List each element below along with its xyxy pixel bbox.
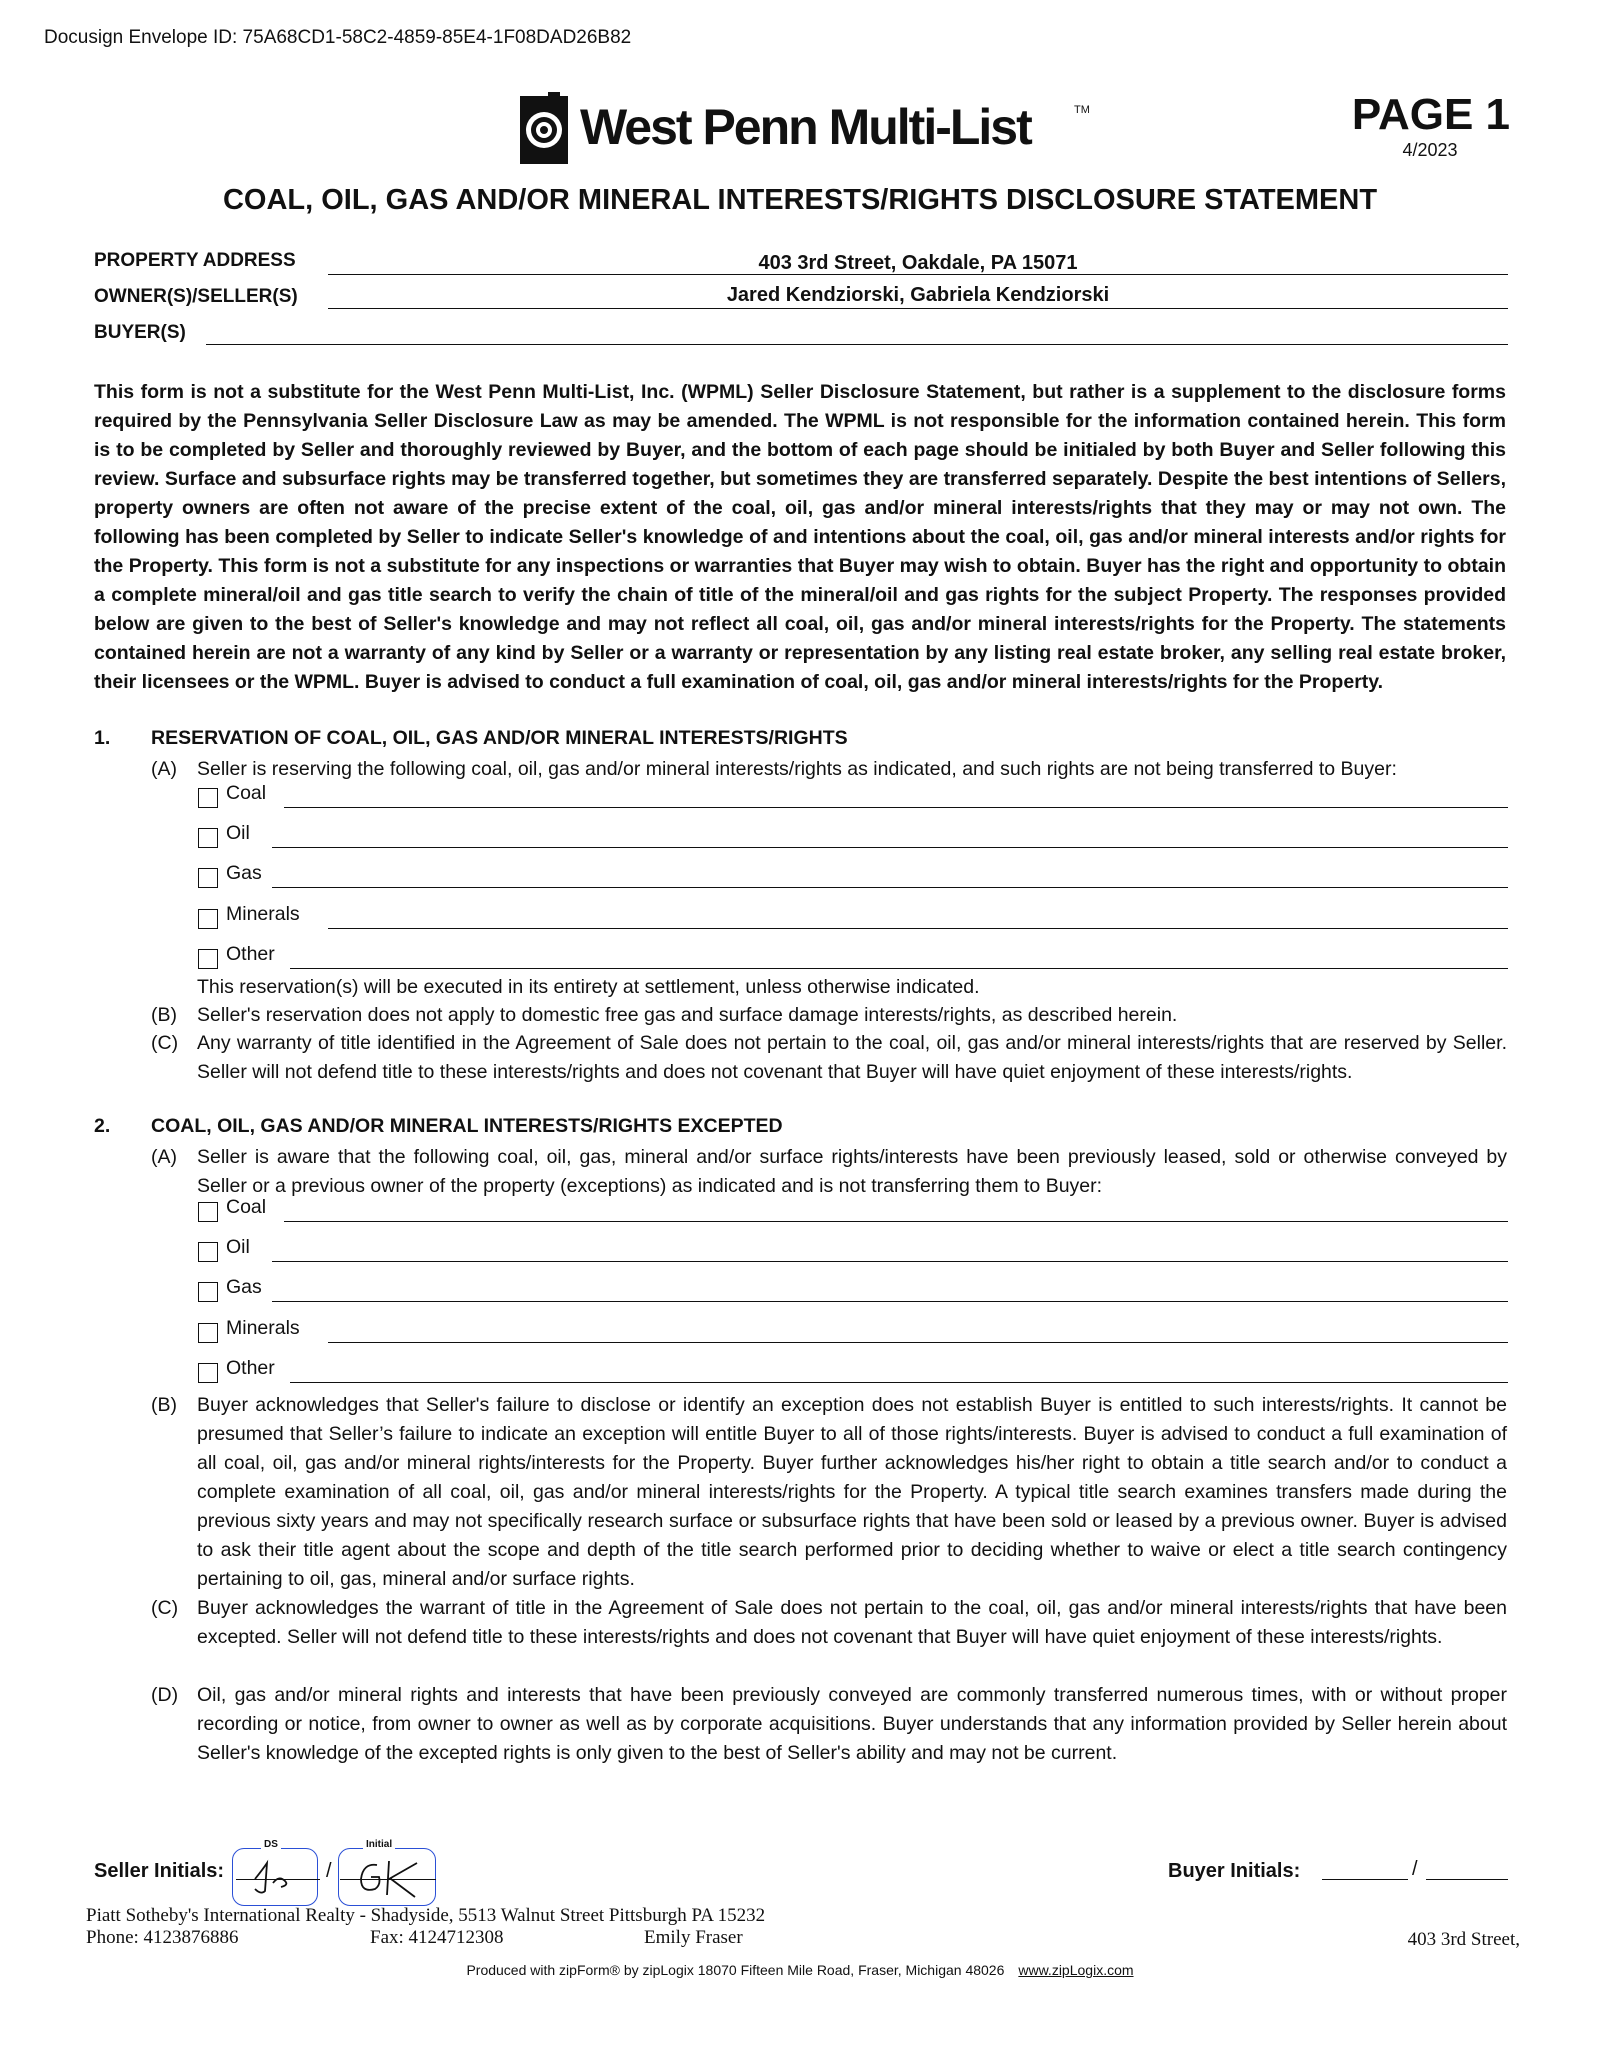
owner-seller-label: OWNER(S)/SELLER(S) <box>94 286 298 307</box>
excepted-oil-checkbox[interactable] <box>198 1242 218 1262</box>
excepted-coal-checkbox[interactable] <box>198 1202 218 1222</box>
page-number: PAGE 1 <box>1351 90 1510 139</box>
trademark: TM <box>1074 104 1090 116</box>
section-1-heading: RESERVATION OF COAL, OIL, GAS AND/OR MINERAL INTERESTS/RIGHTS <box>151 727 848 749</box>
excepted-other-line[interactable] <box>290 1381 1508 1383</box>
property-address-label: PROPERTY ADDRESS <box>94 250 296 271</box>
seller-initial-signature-1 <box>233 1849 317 1905</box>
buyer-initial-line-2[interactable] <box>1426 1879 1508 1880</box>
excepted-minerals-line[interactable] <box>328 1341 1508 1343</box>
excepted-other-label: Other <box>226 1357 275 1379</box>
seller-initials-label: Seller Initials: <box>94 1860 225 1882</box>
excepted-gas-label: Gas <box>226 1276 262 1298</box>
section-2a-text: Seller is aware that the following coal, oil, gas, mineral and/or surface rights/interests have been previously leased, sold or otherwise conveyed by Seller or a previous owner of the property (exceptions) as indicated and is not transferring them to Buyer: <box>197 1146 1507 1197</box>
seller-initial-line-2 <box>340 1879 436 1880</box>
document-title: COAL, OIL, GAS AND/OR MINERAL INTERESTS/RIGHTS DISCLOSURE STATEMENT <box>222 184 1378 216</box>
property-address-field[interactable] <box>328 250 1508 275</box>
section-2c-label: (C) <box>151 1597 179 1619</box>
section-1b-text: Seller's reservation does not apply to domestic free gas and surface damage interests/rights, as described herein. <box>197 1004 1178 1026</box>
section-2c-text: Buyer acknowledges the warrant of title in the Agreement of Sale does not pertain to the coal, oil, gas and/or mineral interests/rights that have been excepted. Seller will not defend title to these interests/rights and does not covenant that Buyer will have quiet enjoyment of these interests/rights. <box>197 1597 1507 1648</box>
ziplogix-link[interactable]: www.zipLogix.com <box>1018 1962 1134 1978</box>
section-2-number: 2. <box>94 1115 111 1137</box>
form-date: 4/2023 <box>1402 140 1458 160</box>
section-1a-label: (A) <box>151 758 177 780</box>
reserve-gas-line[interactable] <box>272 886 1508 888</box>
buyer-field[interactable] <box>206 320 1508 345</box>
excepted-minerals-label: Minerals <box>226 1317 300 1339</box>
reserve-other-checkbox[interactable] <box>198 949 218 969</box>
owner-seller-value: Jared Kendziorski, Gabriela Kendziorski <box>726 284 1110 306</box>
section-1a-text: Seller is reserving the following coal, oil, gas and/or mineral interests/rights as indicated, and such rights are not being transferred to Buyer: <box>197 758 1397 780</box>
section-1b-label: (B) <box>151 1004 177 1026</box>
docusign-initial-tag: Initial <box>363 1839 395 1850</box>
seller-initial-box-1[interactable] <box>232 1839 318 1906</box>
section-1c-label: (C) <box>151 1032 179 1054</box>
seller-initials-separator: / <box>326 1860 332 1882</box>
buyer-initials-separator: / <box>1412 1858 1418 1880</box>
reserve-other-label: Other <box>226 943 275 965</box>
excepted-other-checkbox[interactable] <box>198 1363 218 1383</box>
section-1c-text: Any warranty of title identified in the Agreement of Sale does not pertain to the coal, oil, gas and/or mineral interests/rights that are reserved by Seller. Seller will not defend title to these interests/rights and does not covenant that Buyer will have quiet enjoyment of these interests/rights. <box>197 1032 1507 1083</box>
reserve-gas-label: Gas <box>226 862 262 884</box>
brand-name: West Penn Multi-List <box>580 99 1031 155</box>
reserve-oil-line[interactable] <box>272 846 1508 848</box>
buyer-initial-line-1[interactable] <box>1322 1879 1408 1880</box>
footer-agent: Emily Fraser <box>644 1927 743 1948</box>
reservation-note: This reservation(s) will be executed in its entirety at settlement, unless otherwise indicated. <box>197 976 980 998</box>
buyer-initials-label: Buyer Initials: <box>1168 1860 1301 1882</box>
reserve-oil-checkbox[interactable] <box>198 828 218 848</box>
section-1-number: 1. <box>94 727 111 749</box>
section-2d-label: (D) <box>151 1684 179 1706</box>
target-logo-icon <box>514 90 574 166</box>
section-2b-text: Buyer acknowledges that Seller's failure to disclose or identify an exception does not establish Buyer is entitled to such interests/rights. It cannot be presumed that Seller’s failure to indicate an exception will entitle Buyer to all of those rights/interests. Buyer is advised to conduct a full examination of all coal, oil, gas and/or mineral rights/interests for the Property. Buyer further acknowledges his/her right to obtain a title search and/or to conduct a complete examination of all coal, oil, gas and/or mineral interests/rights for the Property. A typical title search examines transfers made during the previous sixty years and may not specifically research surface or subsurface rights that have been sold or leased by a previous owner. Buyer is advised to ask their title agent about the scope and depth of the title search performed prior to deciding whether to waive or elect a title search contingency pertaining to oil, gas, mineral and/or surface rights. <box>197 1394 1507 1590</box>
reserve-coal-checkbox[interactable] <box>198 788 218 808</box>
docusign-ds-tag: DS <box>261 1839 281 1850</box>
excepted-coal-label: Coal <box>226 1196 267 1218</box>
footer-address: 403 3rd Street, <box>1407 1929 1520 1950</box>
reserve-other-line[interactable] <box>290 967 1508 969</box>
seller-initial-signature-2 <box>339 1849 435 1905</box>
excepted-oil-label: Oil <box>226 1236 250 1258</box>
produced-text: Produced with zipForm® by zipLogix 18070 Fifteen Mile Road, Fraser, Michigan 48026 <box>466 1962 1005 1978</box>
reserve-minerals-line[interactable] <box>328 927 1508 929</box>
footer-company: Piatt Sotheby's International Realty - Shadyside, 5513 Walnut Street Pittsburgh PA 15232 <box>86 1905 766 1926</box>
reserve-oil-label: Oil <box>226 822 250 844</box>
footer-phone: Phone: 4123876886 <box>86 1927 239 1948</box>
reserve-coal-line[interactable] <box>284 806 1508 808</box>
buyer-label: BUYER(S) <box>94 322 186 343</box>
owner-seller-field[interactable] <box>328 284 1508 309</box>
section-2-heading: COAL, OIL, GAS AND/OR MINERAL INTERESTS/RIGHTS EXCEPTED <box>151 1115 783 1137</box>
excepted-gas-checkbox[interactable] <box>198 1282 218 1302</box>
reserve-gas-checkbox[interactable] <box>198 868 218 888</box>
reserve-minerals-checkbox[interactable] <box>198 909 218 929</box>
docusign-envelope-id: Docusign Envelope ID: 75A68CD1-58C2-4859-85E4-1F08DAD26B82 <box>44 27 632 48</box>
brand-logo <box>514 90 1094 168</box>
section-2b-label: (B) <box>151 1394 177 1416</box>
intro-paragraph: This form is not a substitute for the West Penn Multi-List, Inc. (WPML) Seller Disclosure Statement, but rather is a supplement to the disclosure forms required by the Pennsylvania Seller Disclosure Law as may be amended. The WPML is not responsible for the information contained herein. This form is to be completed by Seller and thoroughly reviewed by Buyer, and the bottom of each page should be initialed by both Buyer and Seller following this review. Surface and subsurface rights may be transferred together, but sometimes they are transferred separately. Despite the best intentions of Sellers, property owners are often not aware of the precise extent of the coal, oil, gas and/or mineral interests/rights that they may or may not own. The following has been completed by Seller to indicate Seller's knowledge of and intentions about the coal, oil, gas and/or mineral interests and/or rights for the Property. This form is not a substitute for any inspections or warranties that Buyer may wish to obtain. Buyer has the right and opportunity to obtain a complete mineral/oil and gas title search to verify the chain of title of the mineral/oil and gas rights for the subject Property. The responses provided below are given to the best of Seller's knowledge and may not reflect all coal, oil, gas and/or mineral interests/rights for the Property. The statements contained herein are not a warranty of any kind by Seller or a warranty or representation by any listing real estate broker, any selling real estate broker, their licensees or the WPML. Buyer is advised to conduct a full examination of coal, oil, gas and/or mineral interests/rights for the Property. <box>94 381 1506 693</box>
reserve-coal-label: Coal <box>226 782 267 804</box>
footer-fax: Fax: 4124712308 <box>370 1927 504 1948</box>
seller-initial-box-2[interactable] <box>338 1839 436 1906</box>
reserve-minerals-label: Minerals <box>226 903 300 925</box>
section-2d-text: Oil, gas and/or mineral rights and interests that have been previously conveyed are commonly transferred numerous times, with or without proper recording or notice, from owner to owner as well as by corporate acquisitions. Buyer understands that any information provided by Seller herein about Seller's knowledge of the excepted rights is only given to the best of Seller's ability and may not be current. <box>197 1684 1507 1764</box>
excepted-gas-line[interactable] <box>272 1300 1508 1302</box>
excepted-coal-line[interactable] <box>284 1220 1508 1222</box>
seller-initial-line-1 <box>236 1879 320 1880</box>
section-2a-label: (A) <box>151 1146 177 1168</box>
footer-produced-by <box>0 1962 1600 1978</box>
property-address-value: 403 3rd Street, Oakdale, PA 15071 <box>758 252 1078 274</box>
excepted-oil-line[interactable] <box>272 1260 1508 1262</box>
excepted-minerals-checkbox[interactable] <box>198 1323 218 1343</box>
